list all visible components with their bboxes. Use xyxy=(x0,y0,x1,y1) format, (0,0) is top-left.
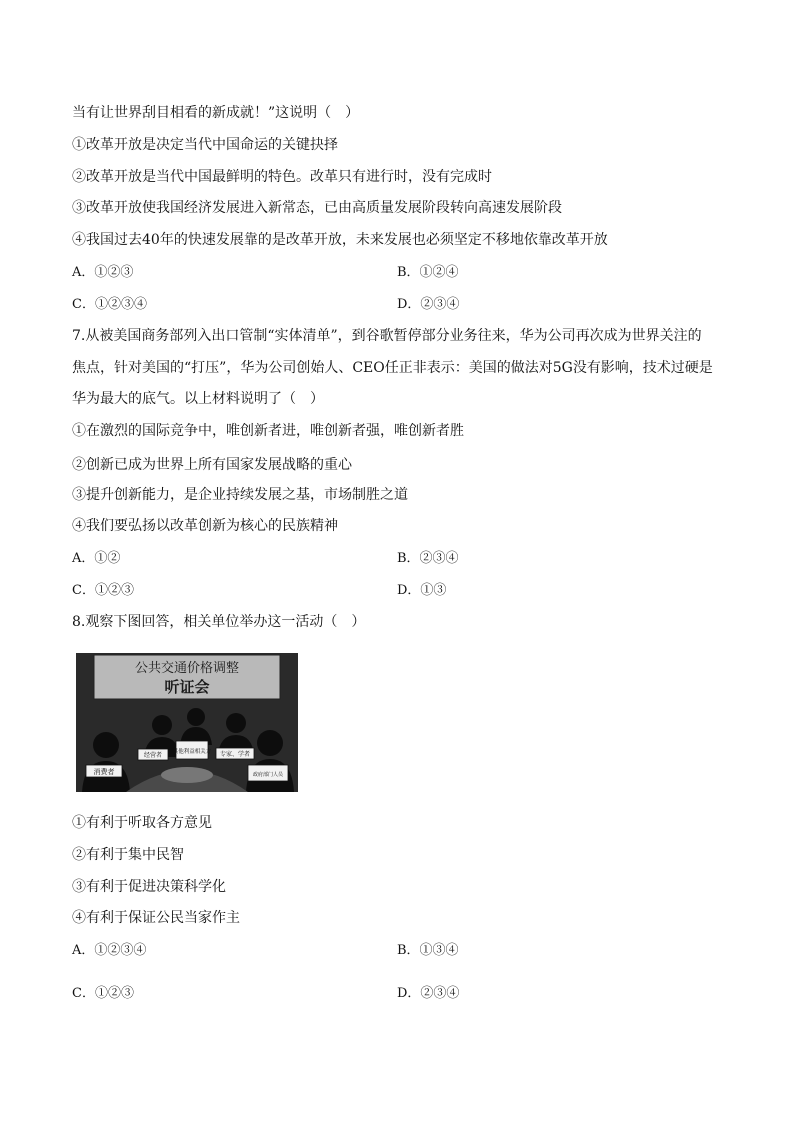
q7-item-4: ④我们要弘扬以改革创新为核心的民族精神 xyxy=(72,518,338,534)
q6-item-1: ①改革开放是决定当代中国命运的关键抉择 xyxy=(72,137,338,153)
name-card-government-label: 政府部门人员 xyxy=(252,772,284,778)
person-head xyxy=(152,715,172,735)
q6-stem-tail: 当有让世界刮目相看的新成就！”这说明（ ） xyxy=(72,105,360,121)
banner-title-line-1: 公共交通价格调整 xyxy=(134,661,240,676)
q8-option-d[interactable]: D．②③④ xyxy=(397,986,460,1001)
hearing-illustration-svg xyxy=(76,653,298,792)
q7-option-b[interactable]: B．②③④ xyxy=(397,551,459,566)
q7-option-a[interactable]: A．①② xyxy=(72,551,121,566)
q6-item-4: ④我国过去40年的快速发展靠的是改革开放，未来发展也必须坚定不移地依靠改革开放 xyxy=(72,232,608,248)
q7-option-d[interactable]: D．①③ xyxy=(397,583,447,598)
q8-item-2: ②有利于集中民智 xyxy=(72,847,184,863)
person-head xyxy=(257,730,283,756)
q6-option-d[interactable]: D．②③④ xyxy=(397,297,460,312)
name-card-operators-label: 经营者 xyxy=(143,752,163,759)
q8-option-c[interactable]: C．①②③ xyxy=(72,986,134,1001)
q8-item-3: ③有利于促进决策科学化 xyxy=(72,879,226,895)
q7-item-2: ②创新已成为世界上所有国家发展战略的重心 xyxy=(72,457,352,473)
q6-item-2: ②改革开放是当代中国最鲜明的特色。改革只有进行时，没有完成时 xyxy=(72,169,492,185)
q8-item-4: ④有利于保证公民当家作主 xyxy=(72,910,240,926)
q7-stem-line-1: 7.从被美国商务部列入出口管制“实体清单”，到谷歌暂停部分业务往来，华为公司再次成为世界关注的 xyxy=(72,328,702,344)
q7-item-3: ③提升创新能力，是企业持续发展之基，市场制胜之道 xyxy=(72,487,408,503)
q6-option-a[interactable]: A．①②③ xyxy=(72,265,134,280)
q6-item-3: ③改革开放使我国经济发展进入新常态，已由高质量发展阶段转向高速发展阶段 xyxy=(72,200,562,216)
person-head xyxy=(187,708,205,726)
table-flowers xyxy=(161,767,213,783)
q6-option-c[interactable]: C．①②③④ xyxy=(72,297,147,312)
name-card-consumers-label: 消费者 xyxy=(93,768,115,776)
banner-title-line-2: 听证会 xyxy=(164,678,210,696)
hearing-illustration xyxy=(76,653,298,792)
q8-stem: 8.观察下图回答，相关单位举办这一活动（ ） xyxy=(72,614,366,630)
q8-option-a[interactable]: A．①②③④ xyxy=(72,943,147,958)
person-head xyxy=(93,732,119,758)
q6-option-b[interactable]: B．①②④ xyxy=(397,265,459,280)
q8-item-1: ①有利于听取各方意见 xyxy=(72,815,212,831)
name-card-stakeholders-label: 其他利益相关方 xyxy=(172,749,212,755)
q7-item-1: ①在激烈的国际竞争中，唯创新者进，唯创新者强，唯创新者胜 xyxy=(72,423,464,439)
person-head xyxy=(226,713,246,733)
q7-stem-line-2: 焦点，针对美国的“打压”，华为公司创始人、CEO任正非表示：美国的做法对5G没有影响，技术过硬是 xyxy=(72,360,713,376)
q8-option-b[interactable]: B．①③④ xyxy=(397,943,459,958)
name-card-experts-label: 专家、学者 xyxy=(219,751,251,758)
q7-stem-line-3: 华为最大的底气。以上材料说明了（ ） xyxy=(72,391,324,407)
q7-option-c[interactable]: C．①②③ xyxy=(72,583,134,598)
